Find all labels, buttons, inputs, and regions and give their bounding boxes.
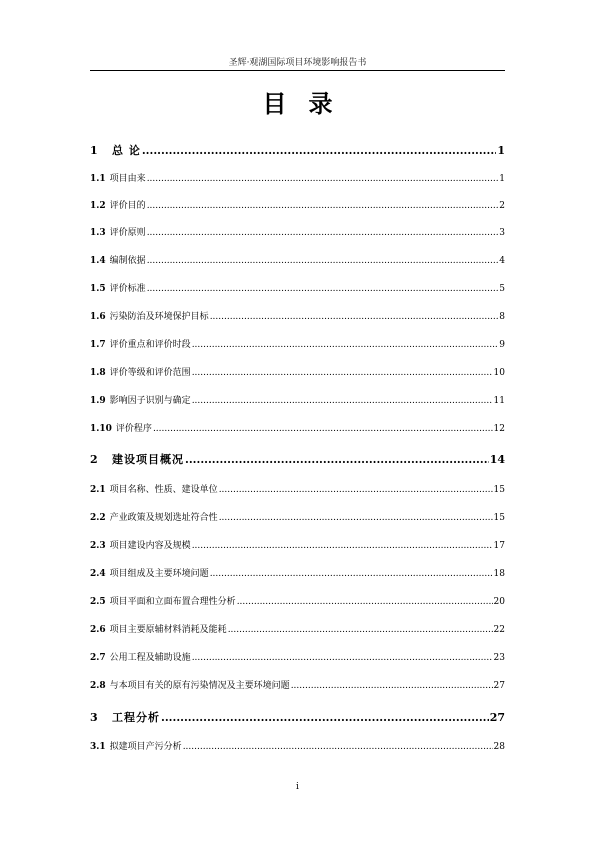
toc-entry-number: 1.6 bbox=[90, 312, 106, 322]
toc-entry-label: 项目主要原辅材料消耗及能耗 bbox=[109, 625, 227, 635]
toc-entry-page: 4 bbox=[499, 256, 505, 266]
toc-section-entry[interactable] bbox=[90, 281, 505, 294]
toc-entry-number: 1.1 bbox=[90, 174, 106, 184]
toc-entry-page: 2 bbox=[499, 201, 505, 211]
toc-entry-label: 评价等级和评价范围 bbox=[109, 368, 191, 378]
toc-leader-dots bbox=[210, 312, 499, 322]
toc-entry-page: 22 bbox=[493, 625, 505, 635]
toc-entry-number: 3.1 bbox=[90, 742, 106, 752]
toc-entry-page: 9 bbox=[499, 340, 505, 350]
toc-entry-label: 评价重点和评价时段 bbox=[109, 340, 191, 350]
toc-entry-page: 10 bbox=[493, 368, 505, 378]
toc-entry-page: 1 bbox=[499, 174, 505, 184]
toc-entry-page: 15 bbox=[493, 513, 505, 523]
toc-entry-number: 2.1 bbox=[90, 485, 106, 495]
toc-entry-label: 评价标准 bbox=[109, 284, 146, 294]
toc-leader-dots bbox=[192, 396, 493, 406]
toc-entry-number: 1.9 bbox=[90, 396, 106, 406]
toc-entry-page: 18 bbox=[493, 569, 505, 579]
toc-entry-number: 2.2 bbox=[90, 513, 106, 523]
page-title: 目录 bbox=[262, 89, 355, 118]
toc-entry-label: 评价程序 bbox=[115, 424, 152, 434]
header-rule bbox=[90, 70, 505, 71]
toc-entry-label: 总 论 bbox=[112, 144, 141, 157]
toc-leader-dots bbox=[185, 453, 489, 466]
toc-leader-dots bbox=[147, 256, 499, 266]
running-header: 圣辉·观湖国际项目环境影响报告书 bbox=[228, 58, 367, 68]
toc-entry-number: 2.4 bbox=[90, 569, 106, 579]
toc-entry-label: 与本项目有关的原有污染情况及主要环境问题 bbox=[109, 681, 290, 691]
toc-section-entry[interactable] bbox=[90, 309, 505, 322]
toc-entry-page: 15 bbox=[493, 485, 505, 495]
toc-section-entry[interactable] bbox=[90, 622, 505, 635]
toc-section-entry[interactable] bbox=[90, 510, 505, 523]
toc-leader-dots bbox=[147, 174, 499, 184]
toc-section-entry[interactable] bbox=[90, 421, 505, 434]
toc-chapter-entry[interactable] bbox=[90, 142, 505, 158]
toc-section-entry[interactable] bbox=[90, 650, 505, 663]
toc-leader-dots bbox=[161, 711, 489, 724]
toc-entry-label: 拟建项目产污分析 bbox=[109, 742, 182, 752]
toc-entry-number: 1.3 bbox=[90, 228, 106, 238]
toc-leader-dots bbox=[147, 201, 499, 211]
toc-leader-dots bbox=[228, 625, 493, 635]
toc-entry-label: 项目平面和立面布置合理性分析 bbox=[109, 597, 236, 607]
toc-leader-dots bbox=[210, 569, 493, 579]
toc-entry-page: 17 bbox=[493, 541, 505, 551]
toc-section-entry[interactable] bbox=[90, 482, 505, 495]
toc-section-entry[interactable] bbox=[90, 538, 505, 551]
toc-entry-label: 评价目的 bbox=[109, 201, 146, 211]
toc-entry-page: 27 bbox=[489, 711, 505, 724]
toc-leader-dots bbox=[237, 597, 493, 607]
toc-entry-number: 1.4 bbox=[90, 256, 106, 266]
toc-leader-dots bbox=[183, 742, 493, 752]
toc-leader-dots bbox=[147, 228, 499, 238]
toc-entry-page: 8 bbox=[499, 312, 505, 322]
toc-entry-label: 公用工程及辅助设施 bbox=[109, 653, 191, 663]
toc-leader-dots bbox=[142, 144, 497, 157]
toc-entry-label: 工程分析 bbox=[112, 711, 160, 724]
toc-entry-page: 20 bbox=[493, 597, 505, 607]
toc-section-entry[interactable] bbox=[90, 566, 505, 579]
toc-leader-dots bbox=[192, 340, 499, 350]
toc-entry-number: 2.5 bbox=[90, 597, 106, 607]
toc-entry-number: 2.6 bbox=[90, 625, 106, 635]
toc-section-entry[interactable] bbox=[90, 365, 505, 378]
toc-leader-dots bbox=[153, 424, 493, 434]
toc-section-entry[interactable] bbox=[90, 393, 505, 406]
toc-entry-page: 28 bbox=[493, 742, 505, 752]
toc-leader-dots bbox=[147, 284, 499, 294]
toc-section-entry[interactable] bbox=[90, 594, 505, 607]
toc-entry-page: 23 bbox=[493, 653, 505, 663]
toc-entry-number: 2.7 bbox=[90, 653, 106, 663]
toc-entry-page: 5 bbox=[499, 284, 505, 294]
toc-chapter-entry[interactable] bbox=[90, 709, 505, 725]
toc-leader-dots bbox=[219, 513, 493, 523]
toc-section-entry[interactable] bbox=[90, 253, 505, 266]
toc-section-entry[interactable] bbox=[90, 225, 505, 238]
toc-leader-dots bbox=[192, 541, 493, 551]
toc-leader-dots bbox=[291, 681, 493, 691]
toc-entry-label: 建设项目概况 bbox=[112, 453, 184, 466]
toc-section-entry[interactable] bbox=[90, 337, 505, 350]
toc-entry-label: 项目名称、性质、建设单位 bbox=[109, 485, 218, 495]
toc-entry-number: 1.8 bbox=[90, 368, 106, 378]
toc-leader-dots bbox=[192, 368, 493, 378]
toc-entry-page: 27 bbox=[493, 681, 505, 691]
toc-entry-page: 14 bbox=[489, 453, 505, 466]
toc-entry-number: 1.10 bbox=[90, 424, 112, 434]
toc-leader-dots bbox=[192, 653, 493, 663]
toc-entry-label: 项目由来 bbox=[109, 174, 146, 184]
toc-entry-label: 影响因子识别与确定 bbox=[109, 396, 191, 406]
toc-entry-page: 12 bbox=[493, 424, 505, 434]
toc-entry-number: 2 bbox=[90, 453, 98, 466]
toc-entry-number: 1.2 bbox=[90, 201, 106, 211]
toc-entry-page: 3 bbox=[499, 228, 505, 238]
page-number: i bbox=[296, 782, 299, 792]
toc-entry-number: 2.8 bbox=[90, 681, 106, 691]
toc-section-entry[interactable] bbox=[90, 678, 505, 691]
toc-leader-dots bbox=[219, 485, 493, 495]
toc-chapter-entry[interactable] bbox=[90, 451, 505, 467]
toc-section-entry[interactable] bbox=[90, 739, 505, 752]
toc-entry-label: 项目建设内容及规模 bbox=[109, 541, 191, 551]
toc-entry-number: 1.7 bbox=[90, 340, 106, 350]
toc-entry-label: 评价原则 bbox=[109, 228, 146, 238]
toc-section-entry[interactable] bbox=[90, 198, 505, 211]
toc-entry-page: 11 bbox=[493, 396, 505, 406]
toc-entry-label: 编制依据 bbox=[109, 256, 146, 266]
toc-entry-number: 1 bbox=[90, 144, 98, 157]
toc-entry-label: 产业政策及规划选址符合性 bbox=[109, 513, 218, 523]
toc-entry-label: 项目组成及主要环境问题 bbox=[109, 569, 209, 579]
toc-entry-page: 1 bbox=[497, 144, 505, 157]
toc-entry-number: 1.5 bbox=[90, 284, 106, 294]
toc-entry-number: 2.3 bbox=[90, 541, 106, 551]
toc-section-entry[interactable] bbox=[90, 171, 505, 184]
toc-entry-number: 3 bbox=[90, 711, 98, 724]
toc-entry-label: 污染防治及环境保护目标 bbox=[109, 312, 209, 322]
